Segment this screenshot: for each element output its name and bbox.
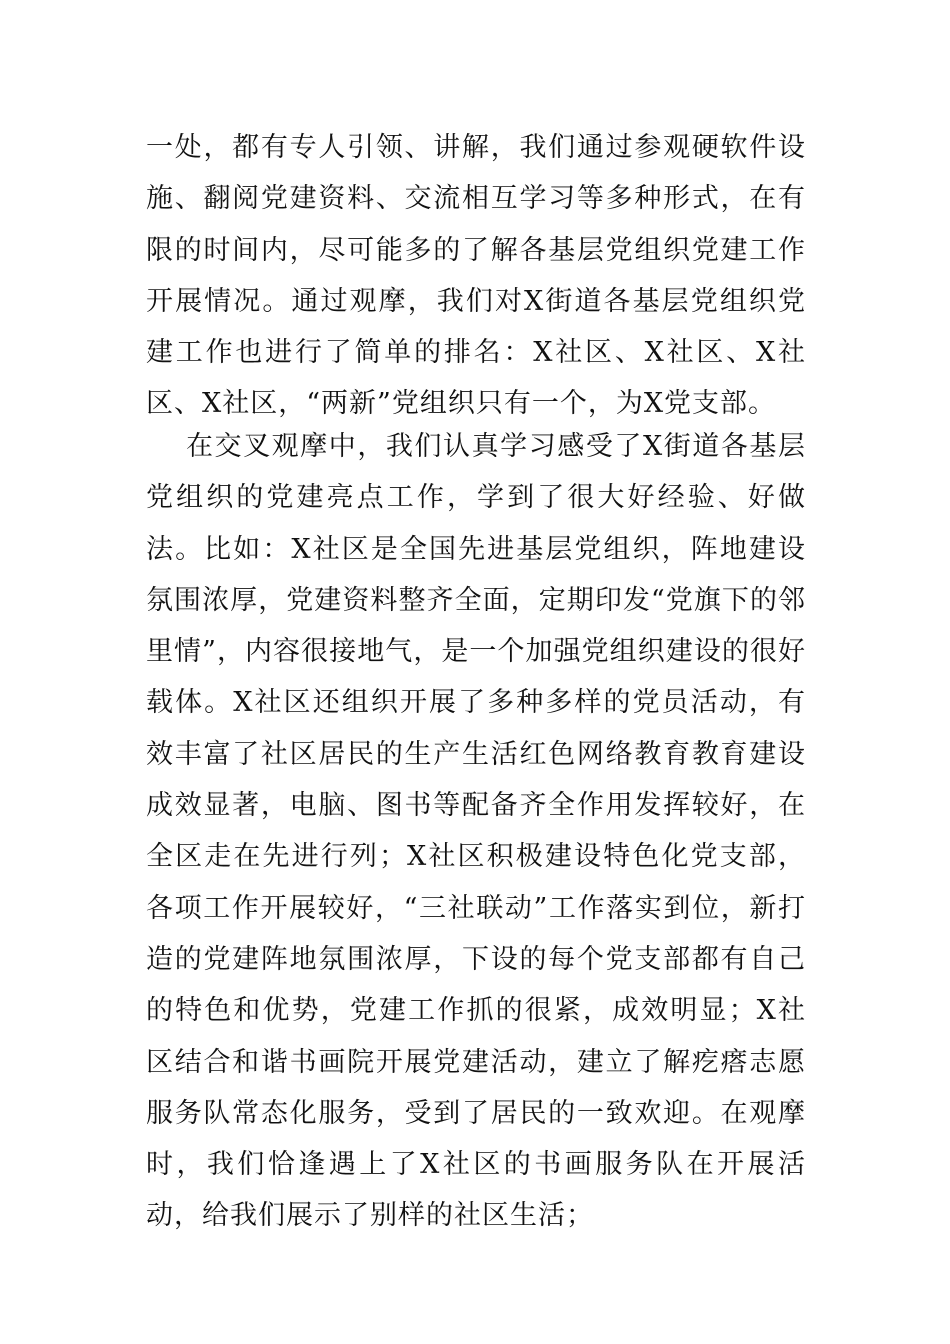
body-paragraph-1: 一处，都有专人引领、讲解，我们通过参观硬软件设施、翻阅党建资料、交流相互学习等多种形式，在有限的时间内，尽可能多的了解各基层党组织党建工作开展情况。通过观摩，我们对X街道各基层党组织党建工作也进行了简单的排名：X社区、X社区、X社区、X社区，“两新”党组织只有一个，为X党支部。: [146, 132, 806, 420]
body-paragraph-2: 在交叉观摩中，我们认真学习感受了X街道各基层党组织的党建亮点工作，学到了很大好经验、好做法。比如：X社区是全国先进基层党组织，阵地建设氛围浓厚，党建资料整齐全面，定期印发“党旗下的邻里情”，内容很接地气，是一个加强党组织建设的很好载体。X社区还组织开展了多种多样的党员活动，有效丰富了社区居民的生产生活红色网络教育教育建设成效显著，电脑、图书等配备齐全作用发挥较好，在全区走在先进行列；X社区积极建设特色化党支部，各项工作开展较好，“三社联动”工作落实到位，新打造的党建阵地氛围浓厚，下设的每个党支部都有自己的特色和优势，党建工作抓的很紧，成效明显；X社区结合和谐书画院开展党建活动，建立了解疙瘩志愿服务队常态化服务，受到了居民的一致欢迎。在观摩时，我们恰逢遇上了X社区的书画服务队在开展活动，给我们展示了别样的社区生活；: [146, 431, 806, 1232]
